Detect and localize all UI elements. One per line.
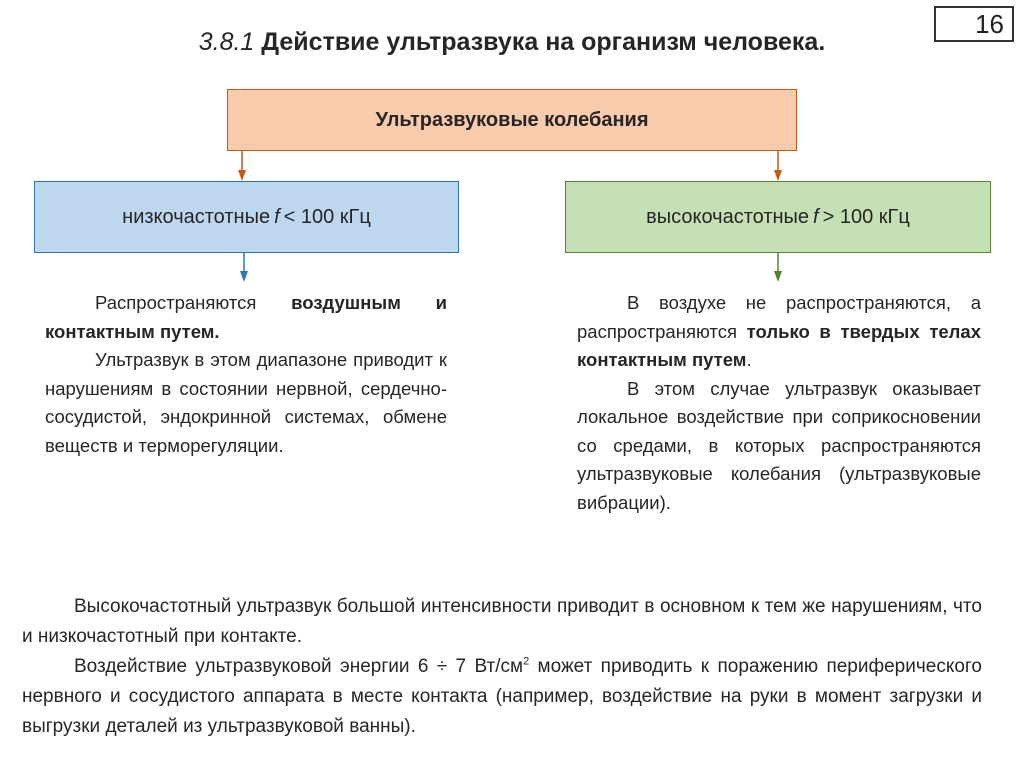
right-p1-text: В воздухе не распространяются, а распространяются <box>577 292 981 342</box>
ultrasound-oscillations-box <box>227 89 797 151</box>
bottom-paragraph-1: Высокочастотный ультразвук большой интенсивности приводит в основном к тем же нарушениям, что и низкочастотный при контакте. <box>22 596 982 647</box>
left-box-suffix: < 100 кГц <box>283 205 371 228</box>
top-box-label: Ультразвуковые колебания <box>375 108 649 131</box>
bottom-p2-end: может приводить к поражению периферического нервного и сосудистого аппарата в месте контакта (например, воздействие на руки в момент загрузки и выгрузки деталей из ультразвуковой ванны). <box>22 656 983 737</box>
left-paragraph-1 <box>45 289 447 346</box>
left-p1-bold: воздушным и контактным путем. <box>45 292 447 342</box>
title-text: Действие ультразвука на организм человека. <box>261 28 826 56</box>
left-box-symbol: f <box>274 205 280 228</box>
right-paragraph-2: В этом случае ультразвук оказывает локальное воздействие при соприкосновении со средами, в которых распространяются ультразвуковые колебания (ультразвуковые вибрации). <box>577 377 981 513</box>
right-p1-end: . <box>746 349 752 370</box>
left-paragraph-2: Ультразвук в этом диапазоне приводит к нарушениям в состоянии нервной, сердечно-сосудистой, эндокринной системах, обмене веществ и терморегуляции. <box>45 349 447 456</box>
right-p1-bold: только в твердых телах контактным путем <box>577 320 982 370</box>
low-frequency-box <box>34 181 459 253</box>
right-box-symbol: f <box>813 205 819 228</box>
title-number: 3.8.1 <box>198 28 255 56</box>
high-frequency-box <box>565 181 991 253</box>
arrow-to-left-box <box>238 170 246 181</box>
slide-number: 16 <box>934 6 1014 42</box>
left-p1-text: Распространяются <box>95 292 292 313</box>
bottom-p2-sup: 2 <box>523 655 530 668</box>
low-frequency-description <box>45 289 447 460</box>
right-box-suffix: > 100 кГц <box>822 205 910 228</box>
right-box-prefix: высокочастотные <box>646 205 810 228</box>
arrow-left-down <box>240 271 248 282</box>
arrow-right-down <box>774 271 782 282</box>
left-box-prefix: низкочастотные <box>122 205 271 228</box>
high-frequency-description <box>577 289 981 517</box>
right-paragraph-1 <box>577 289 981 375</box>
bottom-paragraph-2 <box>22 652 982 742</box>
bottom-description <box>22 592 982 742</box>
bottom-p2-start: Воздействие ультразвуковой энергии 6 ÷ 7 Вт/см <box>74 656 524 677</box>
arrow-to-right-box <box>774 170 782 181</box>
